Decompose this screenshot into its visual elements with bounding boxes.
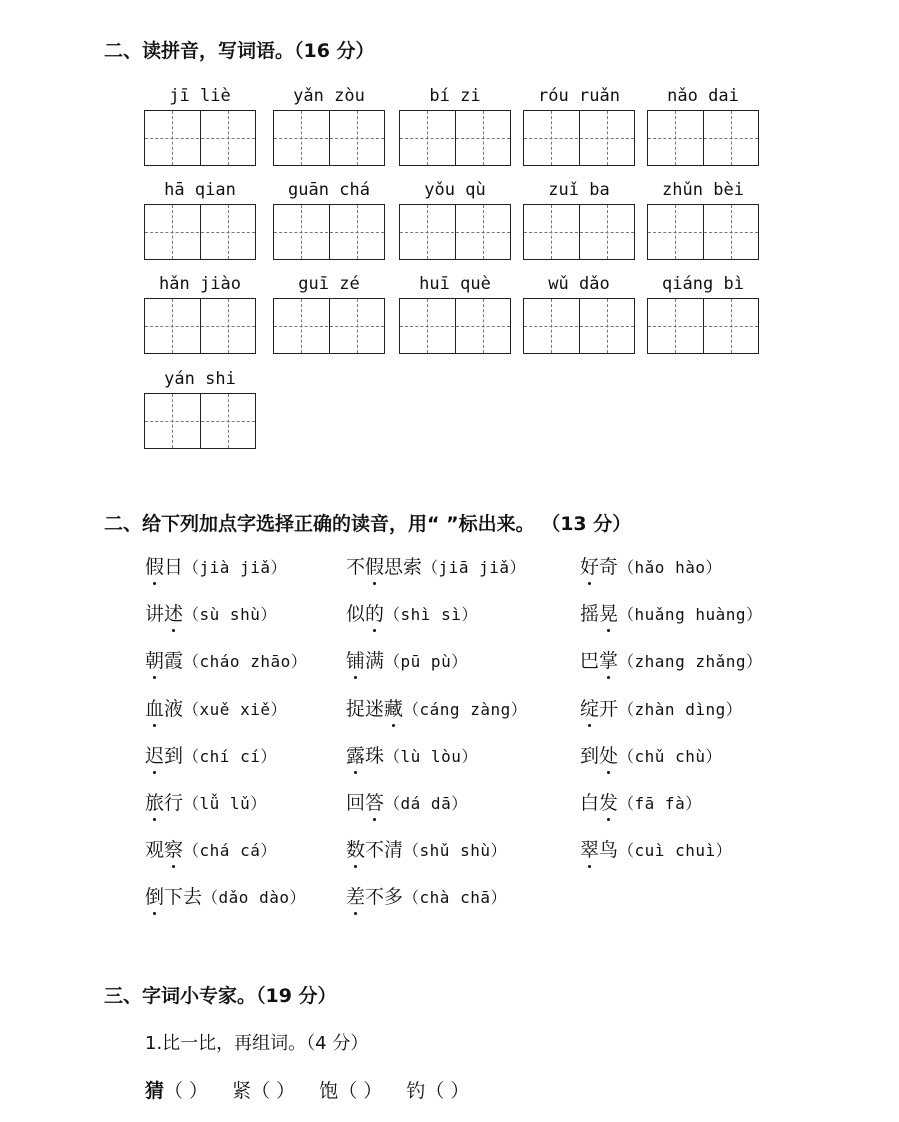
word-suffix: 日 <box>164 556 184 578</box>
char-4: 钓 <box>406 1080 426 1102</box>
dotted-char: 朝 <box>145 646 164 673</box>
pinyin-options[interactable]: （shì sì） <box>384 605 478 624</box>
word-suffix: 满 <box>365 650 385 672</box>
word-suffix: 液 <box>164 698 184 720</box>
reading-item <box>145 835 277 862</box>
word-prefix: 讲 <box>145 603 165 625</box>
pinyin-options[interactable]: （pū pù） <box>384 652 468 671</box>
reading-item <box>145 882 306 909</box>
word-suffix: 珠 <box>365 745 385 767</box>
dotted-char: 好 <box>580 552 599 579</box>
pinyin-options[interactable]: （cuì chuì） <box>618 841 733 860</box>
reading-item <box>580 788 702 815</box>
question-1-label: 1.比一比，再组词。（4 分） <box>145 1033 369 1054</box>
dotted-char: 答 <box>365 788 384 815</box>
word-prefix: 巴 <box>580 650 600 672</box>
reading-item <box>346 882 507 909</box>
pinyin-label: yǒu qù <box>424 180 486 200</box>
pinyin-options[interactable]: （chà chā） <box>403 888 507 907</box>
dotted-char: 藏 <box>384 694 403 721</box>
section1-title: 二、读拼音，写词语。（16 分） <box>104 40 375 62</box>
reading-item <box>346 599 478 626</box>
blank-4[interactable]: （ ） <box>425 1080 470 1102</box>
reading-item <box>346 552 526 579</box>
writing-grid[interactable] <box>647 110 759 166</box>
word-suffix: 鸟 <box>599 839 619 861</box>
dotted-char: 掌 <box>599 646 618 673</box>
pinyin-options[interactable]: （jiā jiǎ） <box>422 558 526 577</box>
reading-item <box>346 741 478 768</box>
word-prefix: 观 <box>145 839 165 861</box>
dotted-char: 晃 <box>599 599 618 626</box>
reading-item <box>145 599 277 626</box>
dotted-char: 数 <box>346 835 365 862</box>
reading-item <box>580 552 722 579</box>
word-suffix: 不多 <box>365 886 404 908</box>
writing-grid[interactable] <box>523 298 635 354</box>
dotted-char: 铺 <box>346 646 365 673</box>
writing-grid[interactable] <box>273 298 385 354</box>
dotted-char: 假 <box>145 552 164 579</box>
pinyin-label: zuǐ ba <box>548 180 610 200</box>
pinyin-label: guī zé <box>298 274 360 294</box>
dotted-char: 假 <box>365 552 384 579</box>
dotted-char: 露 <box>346 741 365 768</box>
pinyin-options[interactable]: （hǎo hào） <box>618 558 722 577</box>
dotted-char: 的 <box>365 599 384 626</box>
word-suffix: 开 <box>599 698 619 720</box>
pinyin-label: qiáng bì <box>662 274 744 294</box>
pinyin-label: bí zi <box>429 86 481 106</box>
pinyin-options[interactable]: （shǔ shù） <box>403 841 507 860</box>
pinyin-label: guān chá <box>288 180 370 200</box>
reading-item <box>145 788 267 815</box>
word-suffix: 不清 <box>365 839 404 861</box>
word-prefix: 捉迷 <box>346 698 385 720</box>
blank-2[interactable]: （ ） <box>251 1080 296 1102</box>
pinyin-label: zhǔn bèi <box>662 180 744 200</box>
pinyin-options[interactable]: （lǚ lǔ） <box>183 794 267 813</box>
writing-grid[interactable] <box>523 110 635 166</box>
reading-item <box>145 646 307 673</box>
dotted-char: 倒 <box>145 882 164 909</box>
pinyin-options[interactable]: （dǎo dào） <box>202 888 306 907</box>
compare-words-row <box>145 1076 469 1103</box>
pinyin-label: yán shi <box>164 369 236 389</box>
dotted-char: 翠 <box>580 835 599 862</box>
pinyin-options[interactable]: （fā fà） <box>618 794 702 813</box>
pinyin-options[interactable]: （zhang zhǎng） <box>618 652 763 671</box>
word-suffix: 行 <box>164 792 184 814</box>
writing-grid[interactable] <box>523 204 635 260</box>
pinyin-options[interactable]: （chǔ chù） <box>618 747 722 766</box>
char-1: 猜 <box>145 1080 165 1102</box>
pinyin-options[interactable]: （dá dā） <box>384 794 468 813</box>
writing-grid[interactable] <box>273 204 385 260</box>
pinyin-label: jī liè <box>169 86 231 106</box>
pinyin-label: nǎo dai <box>667 86 739 106</box>
word-prefix: 到 <box>580 745 600 767</box>
word-prefix: 似 <box>346 603 366 625</box>
writing-grid[interactable] <box>273 110 385 166</box>
dotted-char: 迟 <box>145 741 164 768</box>
writing-grid[interactable] <box>144 110 256 166</box>
reading-item <box>346 646 468 673</box>
reading-item <box>580 646 763 673</box>
word-prefix: 不 <box>346 556 366 578</box>
blank-1[interactable]: （ ） <box>164 1080 209 1102</box>
pinyin-label: hā qian <box>164 180 236 200</box>
pinyin-options[interactable]: （sù shù） <box>183 605 277 624</box>
reading-item <box>580 599 763 626</box>
writing-grid[interactable] <box>144 204 256 260</box>
dotted-char: 察 <box>164 835 183 862</box>
word-suffix: 霞 <box>164 650 184 672</box>
word-suffix: 到 <box>164 745 184 767</box>
word-suffix: 思索 <box>384 556 423 578</box>
writing-grid[interactable] <box>144 393 256 449</box>
writing-grid[interactable] <box>647 298 759 354</box>
pinyin-options[interactable]: （cáng zàng） <box>403 700 528 719</box>
reading-item <box>580 741 722 768</box>
section2-title: 二、给下列加点字选择正确的读音，用“ ”标出来。 （13 分） <box>104 513 632 535</box>
pinyin-label: yǎn zòu <box>293 86 365 106</box>
dotted-char: 处 <box>599 741 618 768</box>
writing-grid[interactable] <box>399 204 511 260</box>
word-prefix: 回 <box>346 792 366 814</box>
dotted-char: 血 <box>145 694 164 721</box>
dotted-char: 发 <box>599 788 618 815</box>
reading-item <box>346 835 507 862</box>
pinyin-options[interactable]: （cháo zhāo） <box>183 652 308 671</box>
writing-grid[interactable] <box>399 110 511 166</box>
writing-grid[interactable] <box>647 204 759 260</box>
pinyin-options[interactable]: （lù lòu） <box>384 747 478 766</box>
reading-item <box>346 694 527 721</box>
pinyin-options[interactable]: （jià jiǎ） <box>183 558 287 577</box>
pinyin-options[interactable]: （chí cí） <box>183 747 277 766</box>
dotted-char: 绽 <box>580 694 599 721</box>
reading-item <box>145 694 287 721</box>
pinyin-label: róu ruǎn <box>538 86 620 106</box>
section3-title: 三、字词小专家。（19 分） <box>104 985 337 1007</box>
char-3: 饱 <box>319 1080 339 1102</box>
dotted-char: 差 <box>346 882 365 909</box>
reading-item <box>580 835 732 862</box>
pinyin-options[interactable]: （huǎng huàng） <box>618 605 763 624</box>
reading-item <box>145 741 277 768</box>
reading-item <box>346 788 468 815</box>
pinyin-label: hǎn jiào <box>159 274 241 294</box>
dotted-char: 述 <box>164 599 183 626</box>
reading-item <box>580 694 742 721</box>
pinyin-options[interactable]: （xuě xiě） <box>183 700 287 719</box>
dotted-char: 旅 <box>145 788 164 815</box>
pinyin-options[interactable]: （chá cá） <box>183 841 277 860</box>
reading-item <box>145 552 287 579</box>
blank-3[interactable]: （ ） <box>338 1080 383 1102</box>
writing-grid[interactable] <box>399 298 511 354</box>
writing-grid[interactable] <box>144 298 256 354</box>
word-suffix: 下去 <box>164 886 203 908</box>
char-2: 紧 <box>232 1080 252 1102</box>
pinyin-label: wǔ dǎo <box>548 274 610 294</box>
pinyin-options[interactable]: （zhàn dìng） <box>618 700 743 719</box>
word-prefix: 白 <box>580 792 600 814</box>
word-prefix: 摇 <box>580 603 600 625</box>
word-suffix: 奇 <box>599 556 619 578</box>
pinyin-label: huī què <box>419 274 491 294</box>
